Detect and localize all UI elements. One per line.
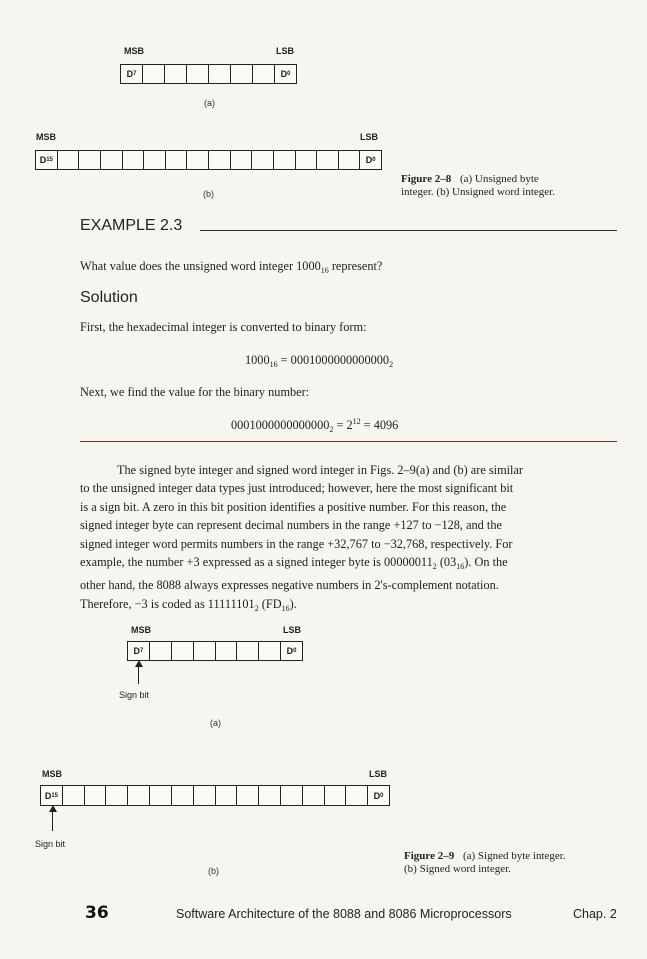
solution-heading: Solution — [80, 289, 138, 306]
paragraph-line: other hand, the 8088 always expresses negative numbers in 2's-complement notation. — [80, 578, 499, 593]
bit-cell-d0: D 0 — [365, 155, 376, 165]
bit-cell — [231, 65, 253, 83]
bit-cell — [166, 151, 188, 169]
bit-cell — [63, 786, 85, 805]
bit-cell — [216, 786, 238, 805]
figure-2-9-caption — [404, 850, 634, 876]
bit-cell — [79, 151, 101, 169]
bit-cell — [150, 786, 172, 805]
fig28b-label: (b) — [203, 189, 214, 199]
bit-cell — [237, 642, 259, 660]
bit-cell — [150, 642, 172, 660]
fig28b-lsb-label: LSB — [360, 132, 378, 142]
fig28b-word-register — [35, 150, 382, 170]
bit-cell-d15: D 15 — [36, 151, 58, 169]
bit-cell — [143, 65, 165, 83]
fig29b-label: (b) — [208, 866, 219, 876]
bit-cell — [187, 65, 209, 83]
bit-cell-d15: D 15 — [41, 786, 63, 805]
paragraph-line: is a sign bit. A zero in this bit position identifies a positive number. For this reason, the — [80, 499, 507, 514]
bit-cell — [187, 151, 209, 169]
bit-cell — [209, 151, 231, 169]
bit-cell — [106, 786, 128, 805]
fig28a-label: (a) — [204, 98, 215, 108]
bit-cell — [172, 642, 194, 660]
bit-cell — [58, 151, 80, 169]
fig28b-msb-label: MSB — [36, 132, 56, 142]
sign-bit-arrow — [52, 807, 53, 831]
bit-cell — [172, 786, 194, 805]
equation-2: $0001000000000000_2 = 2^{12} = 4096$ — [231, 417, 399, 434]
paragraph-line: example, the number +3 expressed as a signed integer byte is $00000011_2$ $(03_{16})$. On the — [80, 555, 508, 572]
equation-1: $1000_{16} = 0001000000000000_2$ — [245, 353, 394, 369]
bit-cell — [259, 642, 281, 660]
fig28a-lsb-label: LSB — [276, 46, 294, 56]
bit-cell — [128, 786, 150, 805]
bit-cell — [325, 786, 347, 805]
body-paragraph — [80, 461, 620, 618]
bit-cell-d0: D 0 — [373, 790, 384, 801]
fig29a-byte-register — [127, 641, 303, 661]
paragraph-line: signed integer byte can represent decimal numbers in the range +127 to −128, and the — [80, 518, 502, 533]
caption-text: integer. (b) Unsigned word integer. — [401, 186, 555, 198]
fig29b-msb-label: MSB — [42, 769, 62, 779]
figure-2-8-caption — [401, 173, 631, 199]
bit-cell — [85, 786, 107, 805]
bit-cell-d0: D 0 — [286, 646, 297, 656]
bit-cell — [231, 151, 253, 169]
bit-cell — [339, 151, 361, 169]
bit-cell — [123, 151, 145, 169]
fig29a-lsb-label: LSB — [283, 625, 301, 635]
bit-cell — [259, 786, 281, 805]
bit-cell — [101, 151, 123, 169]
bit-cell — [216, 642, 238, 660]
book-title: Software Architecture of the 8088 and 8086 Microprocessors — [176, 907, 512, 921]
fig29b-sign-bit-label: Sign bit — [35, 839, 66, 849]
page-number: 36 — [85, 903, 109, 923]
caption-title: Figure 2–8 — [401, 173, 452, 185]
fig29a-sign-bit-label: Sign bit — [119, 690, 150, 700]
paragraph-line: to the unsigned integer data types just introduced; however, here the most significant bit — [80, 481, 514, 496]
fig28a-msb-label: MSB — [124, 46, 144, 56]
bit-cell — [253, 65, 275, 83]
bit-cell — [317, 151, 339, 169]
bit-cell — [237, 786, 259, 805]
bit-cell — [165, 65, 187, 83]
caption-text: (a) Unsigned byte — [459, 173, 539, 185]
bit-cell — [144, 151, 166, 169]
bit-cell — [194, 786, 216, 805]
paragraph-line: Therefore, −3 is coded as $11111101_2$ $(FD_{16})$. — [80, 596, 297, 613]
fig28a-byte-register — [120, 64, 297, 84]
caption-text: (b) Signed word integer. — [404, 863, 511, 875]
paragraph-line: The signed byte integer and signed word integer in Figs. 2–9(a) and (b) are similar — [117, 463, 524, 477]
bit-cell — [346, 786, 368, 805]
bit-cell — [303, 786, 325, 805]
example-question: What value does the unsigned word integer $1000_{16}$ represent? — [80, 259, 383, 275]
bit-cell — [209, 65, 231, 83]
fig29b-lsb-label: LSB — [369, 769, 387, 779]
sign-bit-arrow — [138, 662, 139, 684]
solution-line-1: First, the hexadecimal integer is converted to binary form: — [80, 320, 367, 334]
example-end-rule — [80, 441, 617, 442]
example-title-rule — [200, 230, 617, 231]
bit-cell-d7: D 7 — [121, 65, 143, 83]
bit-cell — [296, 151, 318, 169]
fig29a-label: (a) — [210, 718, 221, 728]
bit-cell — [281, 786, 303, 805]
caption-text: (a) Signed byte integer. — [462, 850, 566, 862]
paragraph-line: signed integer word permits numbers in the range +32,767 to −32,768, respectively. For — [80, 536, 513, 551]
bit-cell-d7: D 7 — [128, 642, 150, 660]
chapter-label: Chap. 2 — [573, 907, 617, 921]
bit-cell — [274, 151, 296, 169]
example-title: EXAMPLE 2.3 — [80, 217, 183, 234]
bit-cell — [194, 642, 216, 660]
fig29b-word-register — [40, 785, 390, 806]
bit-cell-d0: D 0 — [280, 69, 291, 79]
caption-title: Figure 2–9 — [404, 850, 455, 862]
solution-line-2: Next, we find the value for the binary number: — [80, 385, 310, 399]
bit-cell — [252, 151, 274, 169]
fig29a-msb-label: MSB — [131, 625, 151, 635]
